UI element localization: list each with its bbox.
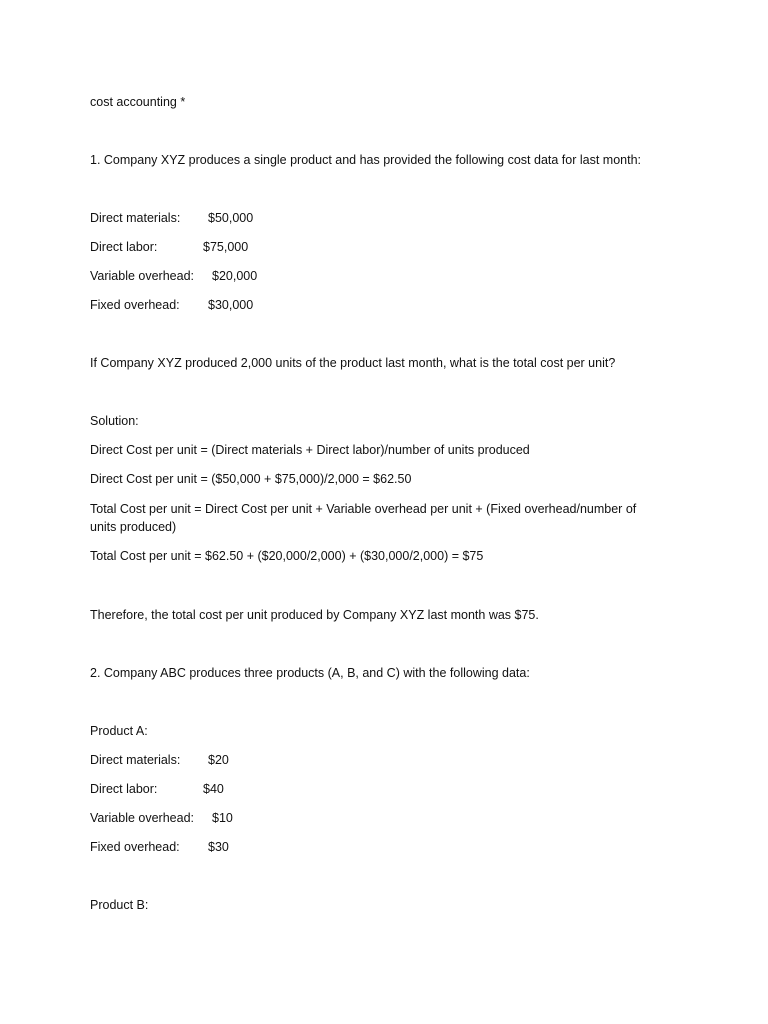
product-a-direct-materials: [90, 751, 229, 769]
cost-item-label: Fixed overhead:: [90, 840, 180, 854]
solution-line: Direct Cost per unit = (Direct materials + Direct labor)/number of units produced: [90, 443, 530, 457]
cost-item-label: Direct materials:: [90, 753, 181, 767]
product-a-variable-overhead: [90, 809, 233, 827]
cost-item-label: Variable overhead:: [90, 269, 195, 283]
question-1-prompt: 1. Company XYZ produces a single product and has provided the following cost data for last month:: [90, 153, 642, 167]
solution-line: Total Cost per unit = Direct Cost per unit + Variable overhead per unit + (Fixed overhead/number of units produced): [90, 502, 637, 534]
product-b-heading: Product B:: [90, 898, 149, 912]
cost-item-label: Direct labor:: [90, 240, 158, 254]
cost-item-direct-materials: [90, 209, 254, 227]
cost-item-label: Direct materials:: [90, 211, 181, 225]
solution-line: Total Cost per unit = $62.50 + ($20,000/2,000) + ($30,000/2,000) = $75: [90, 549, 484, 563]
cost-item-direct-labor: [90, 238, 249, 256]
cost-item-label: Variable overhead:: [90, 811, 195, 825]
product-a-heading: Product A:: [90, 724, 148, 738]
document-title: cost accounting *: [90, 95, 186, 109]
cost-item-fixed-overhead: [90, 296, 254, 314]
cost-item-value: $20,000: [212, 269, 258, 283]
product-a-fixed-overhead: [90, 838, 229, 856]
question-1-conclusion: Therefore, the total cost per unit produced by Company XYZ last month was $75.: [90, 608, 539, 622]
question-2-prompt: 2. Company ABC produces three products (A, B, and C) with the following data:: [90, 666, 530, 680]
cost-item-value: $30: [208, 840, 229, 854]
cost-item-value: $50,000: [208, 211, 254, 225]
cost-item-value: $10: [212, 811, 233, 825]
solution-line: Direct Cost per unit = ($50,000 + $75,000)/2,000 = $62.50: [90, 472, 412, 486]
cost-item-value: $30,000: [208, 298, 254, 312]
cost-item-value: $20: [208, 753, 229, 767]
cost-item-variable-overhead: [90, 267, 258, 285]
question-1-question: If Company XYZ produced 2,000 units of the product last month, what is the total cost per unit?: [90, 356, 616, 370]
cost-item-label: Direct labor:: [90, 782, 158, 796]
cost-item-label: Fixed overhead:: [90, 298, 180, 312]
product-a-direct-labor: [90, 780, 224, 798]
solution-heading: Solution:: [90, 414, 139, 428]
cost-item-value: $75,000: [203, 240, 249, 254]
cost-item-value: $40: [203, 782, 224, 796]
